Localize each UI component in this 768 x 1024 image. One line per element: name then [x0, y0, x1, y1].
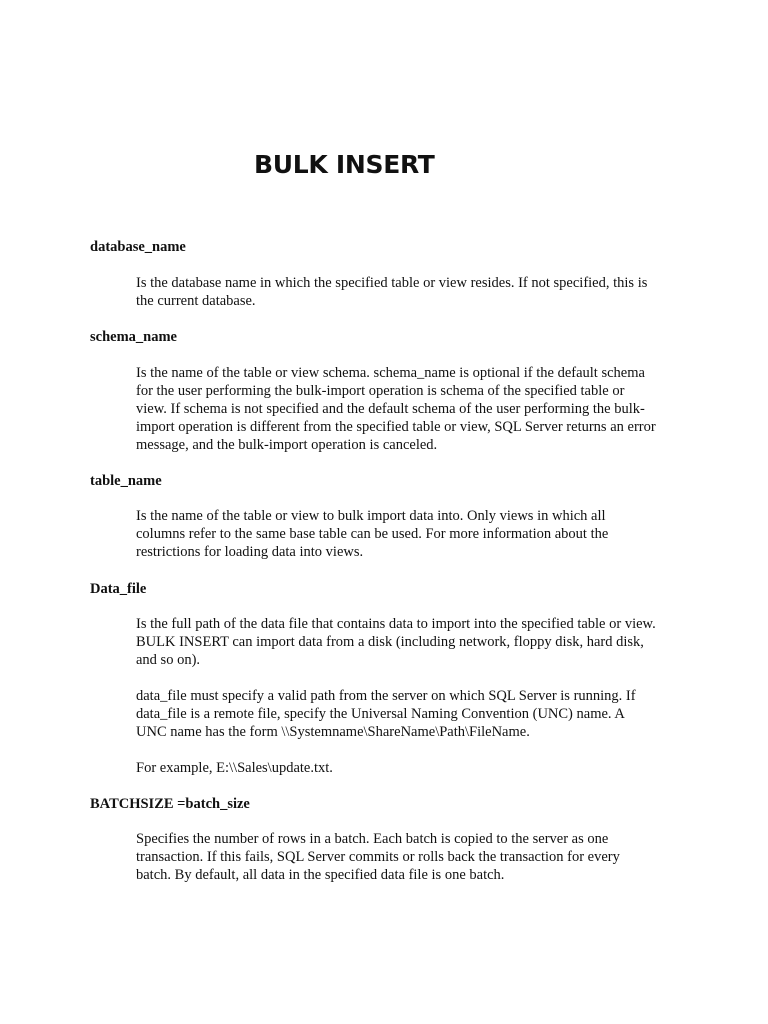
text-line: UNC name has the form \\Systemname\ShareName\Path\FileName.	[136, 724, 530, 740]
text-line: and so on).	[136, 652, 201, 668]
text-line: Is the full path of the data file that contains data to import into the specified table or view.	[136, 616, 656, 632]
term-schema-name: schema_name	[90, 329, 177, 345]
text-line: Is the database name in which the specified table or view resides. If not specified, this is	[136, 275, 648, 291]
text-line: batch. By default, all data in the specified data file is one batch.	[136, 867, 505, 883]
description-data-file-path	[136, 687, 696, 741]
text-line: Specifies the number of rows in a batch. Each batch is copied to the server as one	[136, 831, 609, 847]
term-database-name: database_name	[90, 239, 186, 255]
document-title: BULK INSERT	[254, 150, 435, 179]
text-line: restrictions for loading data into views.	[136, 544, 364, 560]
text-line: data_file must specify a valid path from the server on which SQL Server is running. If	[136, 688, 636, 704]
text-line: import operation is different from the specified table or view, SQL Server returns an error	[136, 419, 656, 435]
text-line: Is the name of the table or view to bulk import data into. Only views in which all	[136, 508, 606, 524]
text-line: message, and the bulk-import operation is canceled.	[136, 437, 438, 453]
description-batchsize	[136, 830, 696, 884]
text-line: Is the name of the table or view schema. schema_name is optional if the default schema	[136, 365, 645, 381]
text-line: transaction. If this fails, SQL Server commits or rolls back the transaction for every	[136, 849, 620, 865]
description-data-file-example	[136, 759, 696, 777]
description-data-file	[136, 615, 696, 669]
term-data-file: Data_file	[90, 581, 147, 597]
text-line: view. If schema is not specified and the default schema of the user performing the bulk-	[136, 401, 645, 417]
text-line: the current database.	[136, 293, 256, 309]
term-batchsize: BATCHSIZE =batch_size	[90, 796, 250, 812]
text-line: data_file is a remote file, specify the Universal Naming Convention (UNC) name. A	[136, 706, 625, 722]
description-database-name	[136, 274, 696, 310]
text-line: BULK INSERT can import data from a disk (including network, floppy disk, hard disk,	[136, 634, 644, 650]
term-table-name: table_name	[90, 473, 162, 489]
text-line: columns refer to the same base table can be used. For more information about the	[136, 526, 609, 542]
description-table-name	[136, 507, 696, 561]
description-schema-name	[136, 364, 696, 454]
text-line: For example, E:\\Sales\update.txt.	[136, 760, 333, 776]
text-line: for the user performing the bulk-import operation is schema of the specified table or	[136, 383, 625, 399]
